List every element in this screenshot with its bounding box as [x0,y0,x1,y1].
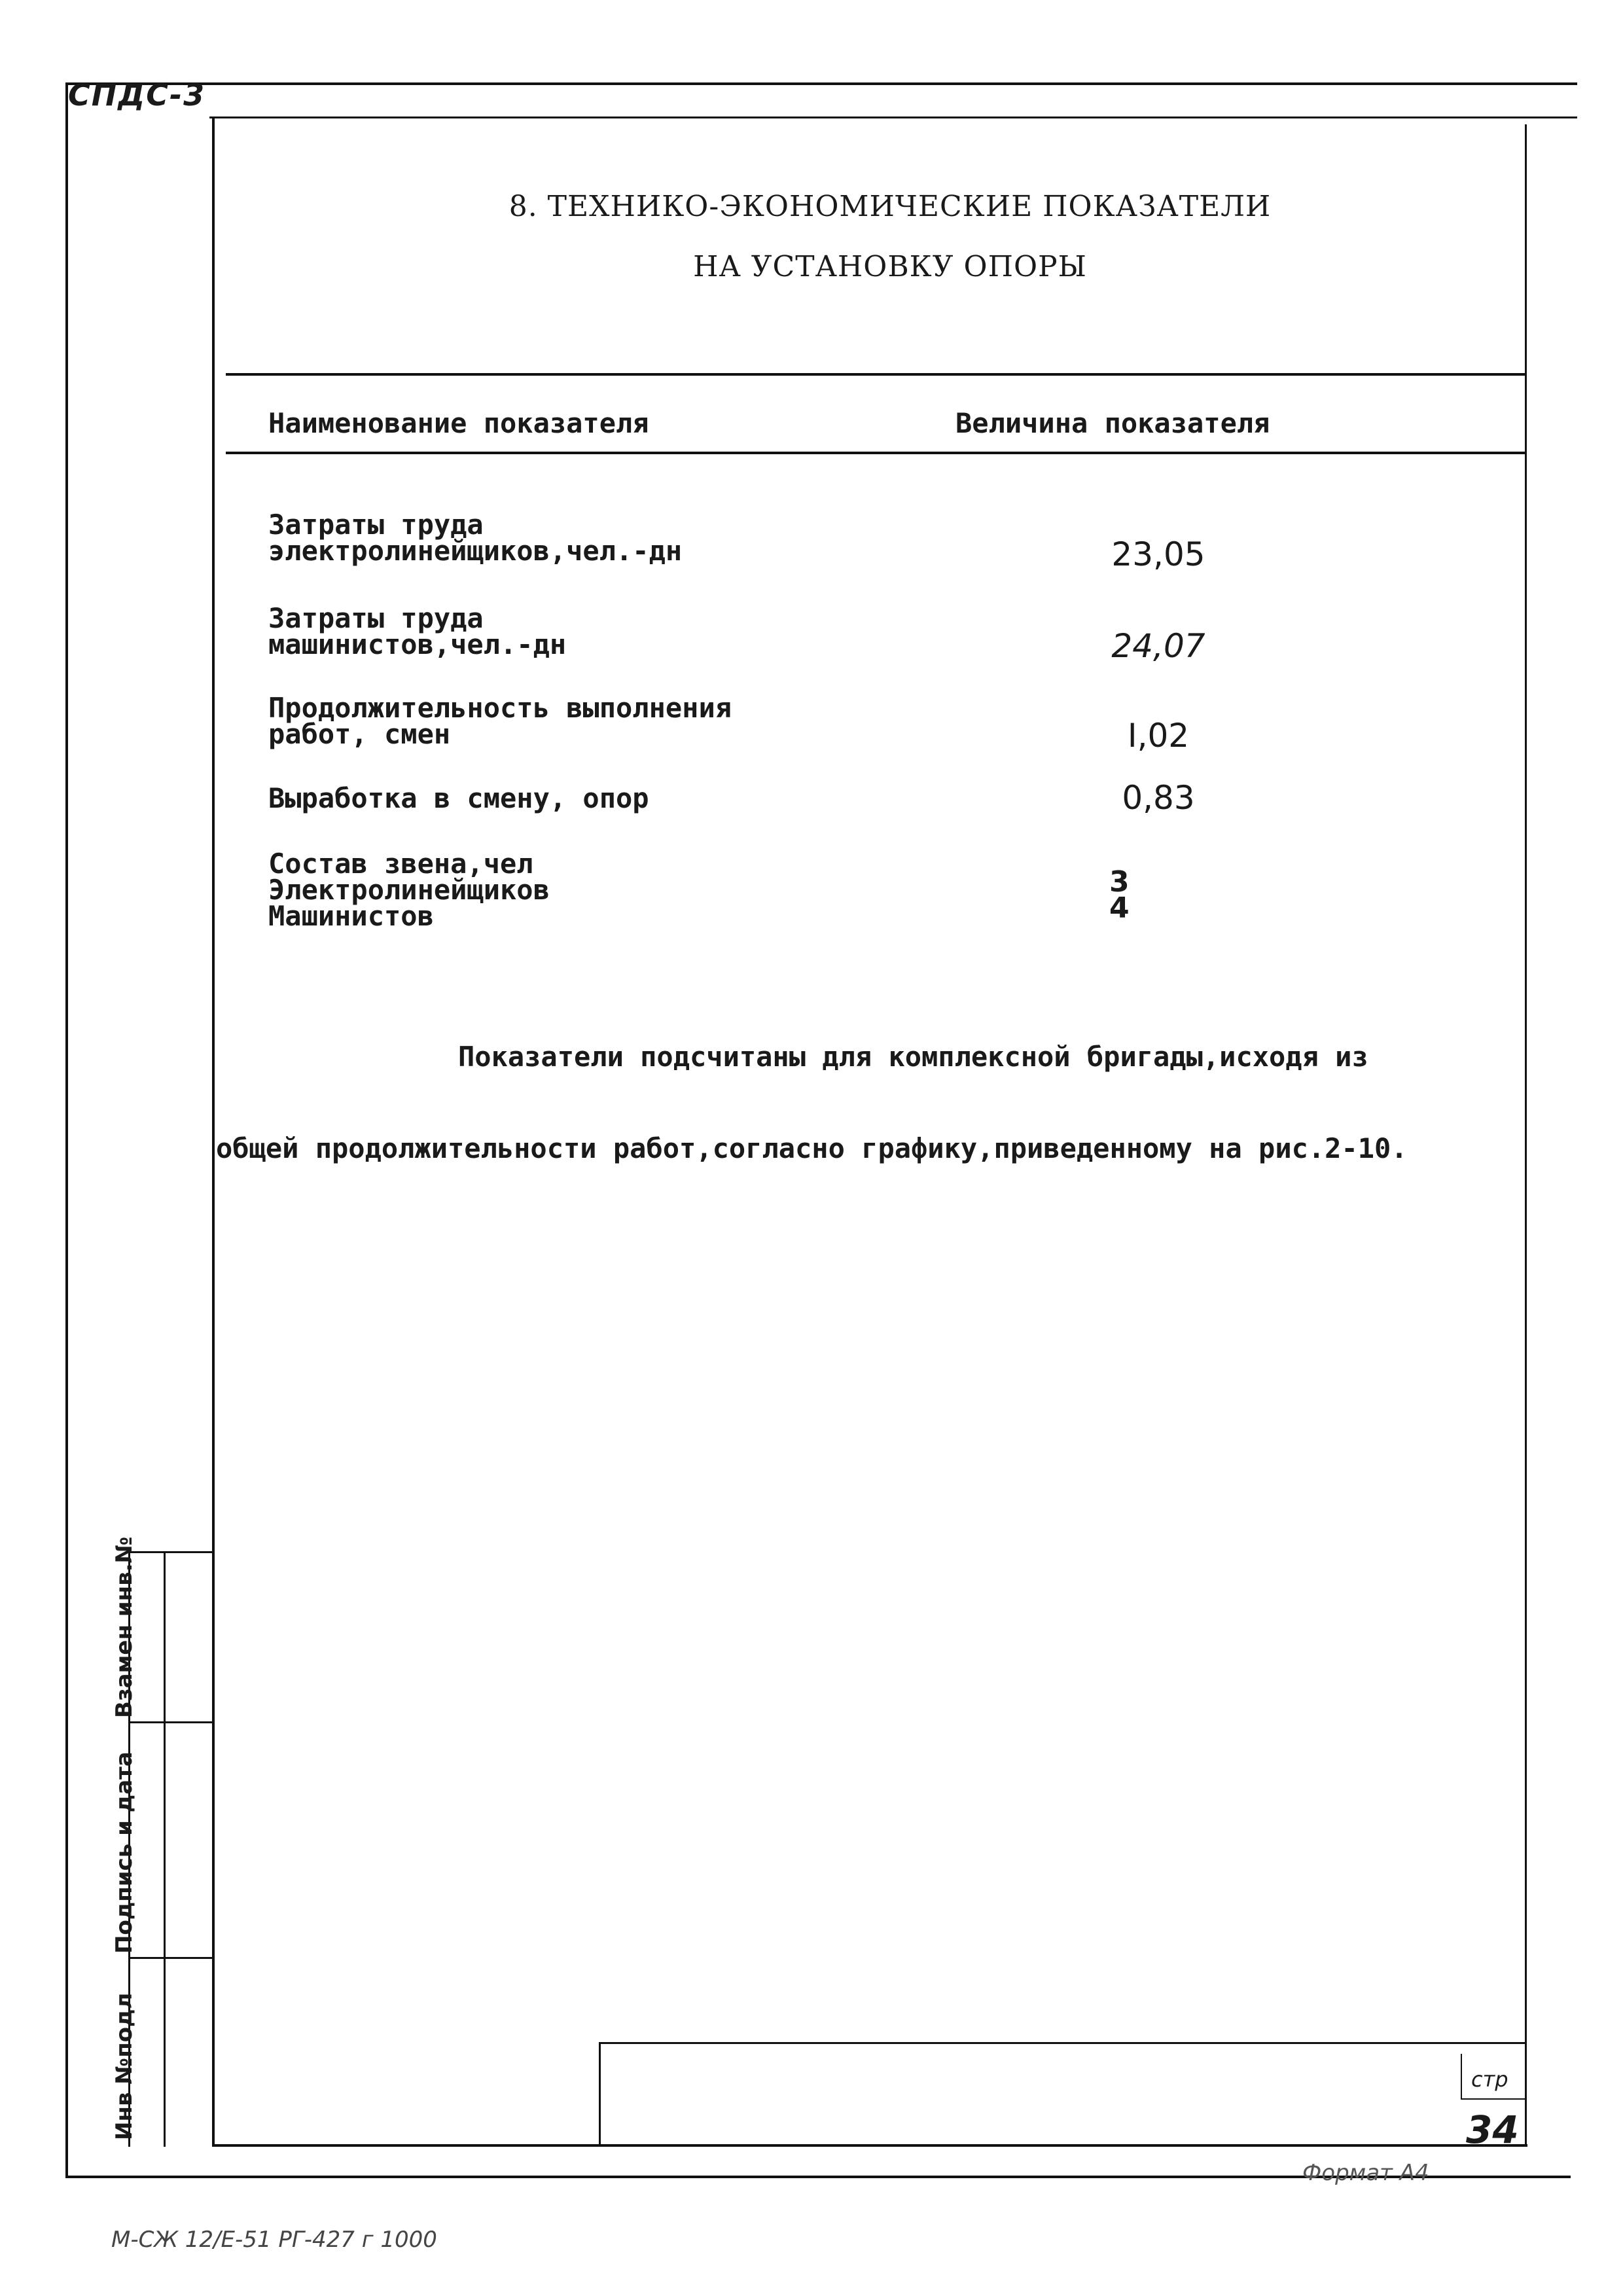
format-label: Формат А4 [1302,2160,1429,2186]
table-row-label: Выработка в смену, опор [268,782,649,814]
side-stamp-mid-line [164,1551,166,2147]
side-stamp-inv-label: Инв №подл [111,1992,137,2140]
table-row-value: 23,05 [1111,535,1205,573]
table-row-label: Машинистов [268,900,434,932]
section-title: 8. ТЕХНИКО-ЭКОНОМИЧЕСКИЕ ПОКАЗАТЕЛИ [508,190,1272,223]
table-row-label: Состав звена,чел [268,848,533,880]
document-code: СПДС-3 [68,77,206,113]
frame-outer-left-line [65,82,68,2177]
table-header-top-line [226,373,1525,376]
column-header-value: Величина показателя [955,407,1270,439]
frame-left-line [212,117,215,2145]
side-stamp-replace-label: Взамен инв.№ [111,1536,137,1718]
table-row-value: 3 [1109,865,1130,899]
title-block-left-line [599,2042,601,2147]
title-block-top-line [599,2042,1525,2044]
side-stamp-top-line [128,1551,213,1553]
page-label: стр [1471,2067,1508,2092]
frame-top-line [65,82,1577,85]
table-row-label: Электролинейщиков [268,874,550,906]
side-stamp-divider-1 [128,1721,213,1723]
table-row-label: Затраты труда электролинейщиков,чел.-дн [268,509,683,567]
frame-inner-top-line [209,117,1577,118]
frame-right-line [1525,124,1527,2147]
column-header-name: Наименование показателя [268,407,649,439]
frame-bottom-line [212,2144,1527,2147]
side-stamp-signature-label: Подпись и дата [111,1751,137,1954]
table-row-value: 0,83 [1122,779,1195,817]
table-row-value: I,02 [1127,717,1190,755]
section-subtitle: НА УСТАНОВКУ ОПОРЫ [693,250,1087,283]
table-row-label: Затраты труда машинистов,чел.-дн [268,602,567,660]
side-stamp-divider-2 [128,1957,213,1959]
note-line-2: общей продолжительности работ,согласно графику,приведенному на рис.2-10. [216,1132,1408,1164]
table-row-value: 24,07 [1111,627,1205,665]
page-box-mid-line [1461,2098,1525,2100]
table-row-label: Продолжительность выполнения работ, смен [268,692,732,750]
page-box-left-line [1461,2054,1462,2100]
table-header-bottom-line [226,452,1525,454]
archive-code: М-СЖ 12/Е-51 РГ-427 г 1000 [111,2227,437,2253]
note-line-1: Показатели подсчитаны для комплексной бригады,исходя из [458,1041,1368,1073]
page-number: 34 [1466,2108,1519,2152]
table-row-value: 4 [1109,891,1130,925]
